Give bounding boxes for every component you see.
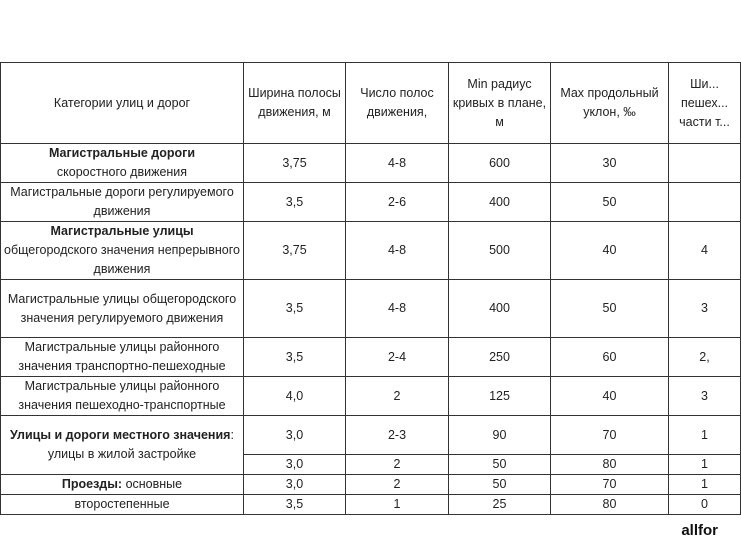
table-row xyxy=(1,338,741,377)
radius-cell: 50 xyxy=(449,475,551,495)
slope-cell: 70 xyxy=(551,475,669,495)
lane-width-cell: 3,0 xyxy=(244,455,346,475)
category-cell: второстепенные xyxy=(1,495,244,515)
category-bold: Улицы и дороги местного значения xyxy=(10,428,231,442)
slope-cell: 40 xyxy=(551,222,669,280)
category-cell: Магистральные улицы районного значения пешеходно-транспортные xyxy=(1,377,244,416)
lanes-cell: 4-8 xyxy=(346,144,449,183)
lane-width-cell: 3,5 xyxy=(244,338,346,377)
radius-cell: 500 xyxy=(449,222,551,280)
category-bold: Магистральные дороги xyxy=(48,146,196,160)
lane-width-cell: 3,5 xyxy=(244,495,346,515)
category-cell xyxy=(1,144,244,183)
category-bold: Проезды: xyxy=(61,477,123,491)
header-lane-width: Ширина полосы движения, м xyxy=(244,63,346,144)
header-row xyxy=(1,63,741,144)
category-cell xyxy=(1,222,244,280)
header-sidewalk: Ши... пешех... части т... xyxy=(669,63,741,144)
lane-width-cell: 3,0 xyxy=(244,416,346,455)
radius-cell: 125 xyxy=(449,377,551,416)
radius-cell: 50 xyxy=(449,455,551,475)
slope-cell: 80 xyxy=(551,455,669,475)
category-rest: : улицы в жилой застройке xyxy=(47,428,234,461)
lane-width-cell: 4,0 xyxy=(244,377,346,416)
lane-width-cell: 3,5 xyxy=(244,183,346,222)
slope-cell: 60 xyxy=(551,338,669,377)
header-lanes: Число полос движения, xyxy=(346,63,449,144)
table-row xyxy=(1,280,741,338)
radius-cell: 400 xyxy=(449,183,551,222)
category-cell: Магистральные дороги регулируемого движения xyxy=(1,183,244,222)
table-row xyxy=(1,495,741,515)
watermark: allfor xyxy=(675,522,720,540)
radius-cell: 250 xyxy=(449,338,551,377)
radius-cell: 400 xyxy=(449,280,551,338)
sidewalk-cell: 3 xyxy=(669,280,741,338)
header-max-slope: Max продольный уклон, ‰ xyxy=(551,63,669,144)
category-cell: Магистральные улицы районного значения транспортно-пешеходные xyxy=(1,338,244,377)
lanes-cell: 2-4 xyxy=(346,338,449,377)
sidewalk-cell: 2, xyxy=(669,338,741,377)
table-row xyxy=(1,144,741,183)
lane-width-cell: 3,75 xyxy=(244,144,346,183)
road-categories-table xyxy=(0,62,741,515)
lanes-cell: 2 xyxy=(346,377,449,416)
document-sheet xyxy=(0,62,730,515)
category-bold: Магистральные улицы xyxy=(50,224,194,238)
category-cell xyxy=(1,416,244,475)
table-row xyxy=(1,416,741,455)
category-cell: Магистральные улицы общегородского значения регулируемого движения xyxy=(1,280,244,338)
header-category: Категории улиц и дорог xyxy=(1,63,244,144)
sidewalk-cell xyxy=(669,144,741,183)
slope-cell: 50 xyxy=(551,280,669,338)
lanes-cell: 2-6 xyxy=(346,183,449,222)
slope-cell: 40 xyxy=(551,377,669,416)
slope-cell: 70 xyxy=(551,416,669,455)
sidewalk-cell xyxy=(669,183,741,222)
header-min-radius: Min радиус кривых в плане, м xyxy=(449,63,551,144)
lanes-cell: 2 xyxy=(346,475,449,495)
category-rest: основные xyxy=(122,477,183,491)
table-row xyxy=(1,475,741,495)
table-row xyxy=(1,183,741,222)
sidewalk-cell: 3 xyxy=(669,377,741,416)
table-row xyxy=(1,222,741,280)
sidewalk-cell: 4 xyxy=(669,222,741,280)
lane-width-cell: 3,5 xyxy=(244,280,346,338)
table-row xyxy=(1,377,741,416)
category-cell xyxy=(1,475,244,495)
lanes-cell: 4-8 xyxy=(346,280,449,338)
lanes-cell: 2 xyxy=(346,455,449,475)
sidewalk-cell: 1 xyxy=(669,475,741,495)
category-rest: общегородского значения непрерывного движения xyxy=(4,243,240,276)
slope-cell: 80 xyxy=(551,495,669,515)
sidewalk-cell: 0 xyxy=(669,495,741,515)
radius-cell: 25 xyxy=(449,495,551,515)
radius-cell: 600 xyxy=(449,144,551,183)
radius-cell: 90 xyxy=(449,416,551,455)
sidewalk-cell: 1 xyxy=(669,416,741,455)
lanes-cell: 2-3 xyxy=(346,416,449,455)
lanes-cell: 4-8 xyxy=(346,222,449,280)
lanes-cell: 1 xyxy=(346,495,449,515)
sidewalk-cell: 1 xyxy=(669,455,741,475)
slope-cell: 30 xyxy=(551,144,669,183)
lane-width-cell: 3,0 xyxy=(244,475,346,495)
slope-cell: 50 xyxy=(551,183,669,222)
lane-width-cell: 3,75 xyxy=(244,222,346,280)
category-rest: скоростного движения xyxy=(56,165,188,179)
